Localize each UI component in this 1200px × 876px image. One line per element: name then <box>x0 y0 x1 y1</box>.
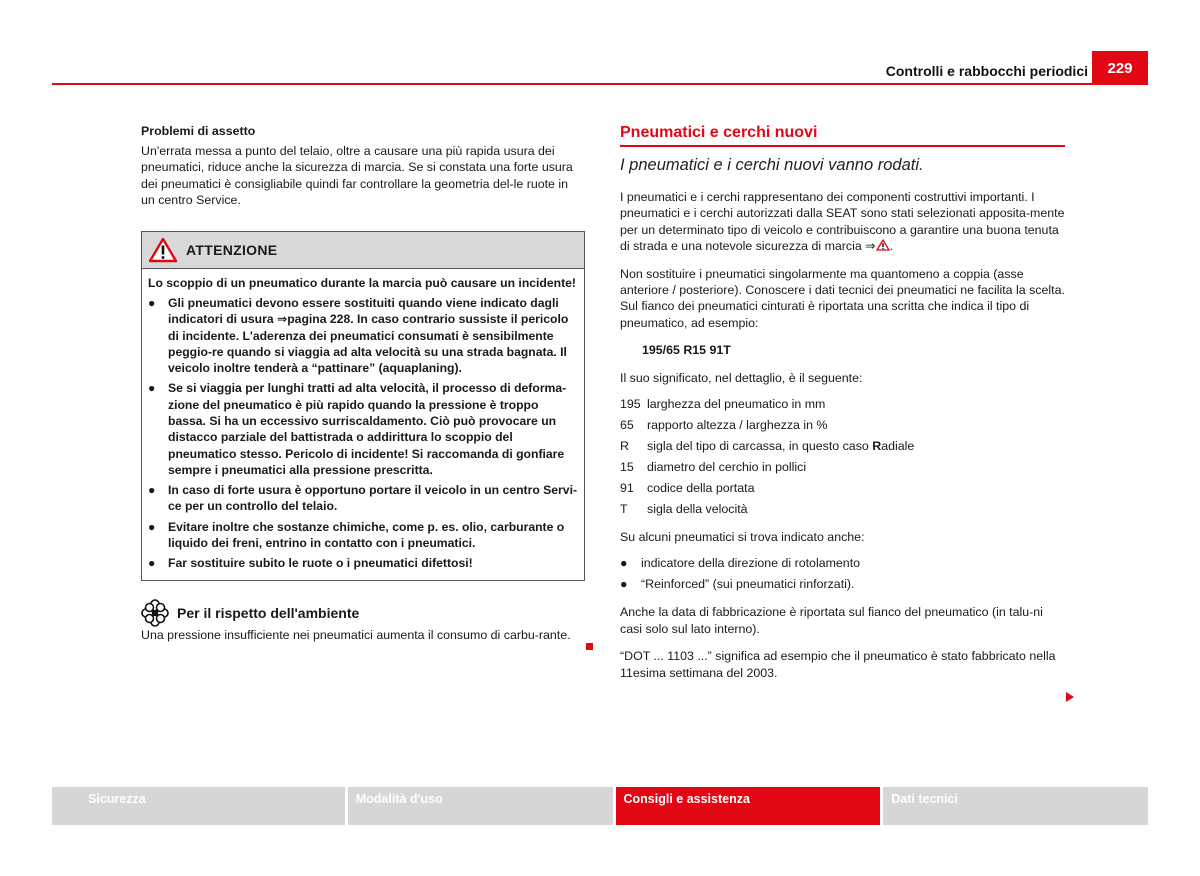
definition-row <box>620 394 1065 415</box>
warning-header <box>142 232 584 269</box>
warning-bullet-text: Gli pneumatici devono essere sostituiti quando viene indicato dagli indicatori di usura ⇒pagina 228. In caso contrario sussiste il pericolo di incidente. L'aderenza dei pneumatici consumati è sensibilmente peggio-re quando si viaggia ad alta velocità su una strada bagnata. Il veicolo inoltre tenderà a “pattinare” (aquaplaning). <box>168 295 569 376</box>
footer-tab-dati-tecnici[interactable]: Dati tecnici <box>883 787 1148 825</box>
footer-tab-consigli-e-assistenza[interactable]: Consigli e assistenza <box>616 787 881 825</box>
definition-value: sigla della velocità <box>647 502 748 517</box>
warning-box <box>141 231 585 581</box>
definition-value-bold: R <box>872 439 882 454</box>
paragraph-pairs: Non sostituire i pneumatici singolarmente ma quantomeno a coppia (asse anteriore / posteriore). Conoscere i dati tecnici dei pneumatici ne facilita la scelta. Sul fianco dei pneumatici cinturati è riportata una scritta che indica il tipo di pneumatico, ad esempio: <box>620 266 1065 330</box>
running-header: Controlli e rabbocchi periodici <box>885 63 1088 79</box>
warning-bullet-text: In caso di forte usura è opportuno portare il veicolo in un centro Servi-ce per un controllo del telaio. <box>168 483 578 514</box>
environment-header <box>141 599 585 627</box>
subheading-alignment: Problemi di assetto <box>141 124 256 138</box>
warning-bullet: ● Far sostituire subito le ruote o i pneumatici difettosi! <box>148 556 473 571</box>
intro-paragraph: Un'errata messa a punto del telaio, oltre a causare una più rapida usura dei pneumatici, riduce anche la sicurezza di marcia. Se si constata una forte usura dei pneumatici è consigliabile quindi far controllare la geometria del-le ruote in un centro Service. <box>141 144 573 208</box>
section-subtitle: I pneumatici e i cerchi nuovi vanno rodati. <box>620 156 924 174</box>
definition-value-post: adiale <box>881 439 915 454</box>
definition-key: 91 <box>620 481 634 496</box>
warning-triangle-icon <box>876 239 890 251</box>
section-end-marker <box>586 643 593 650</box>
continue-arrow-icon <box>1066 692 1074 702</box>
paragraph-components-text: I pneumatici e i cerchi rappresentano dei componenti costruttivi importanti. I pneumatici e i cerchi autorizzati dalla SEAT sono stati selezionati apposita-mente per un determinato tipo di veicolo e contribuiscono a garantire una buona tenuta di strada e una notevole sicurezza di marcia ⇒ <box>620 190 1065 254</box>
footer-nav <box>52 787 1148 825</box>
paragraph-manufacture-date: Anche la data di fabbricazione è riportata sul fianco del pneumatico (in talu-ni casi solo sul lato interno). <box>620 605 1043 636</box>
definition-key: R <box>620 439 629 454</box>
footer-tab-sicurezza[interactable]: Sicurezza <box>52 787 345 825</box>
definition-row <box>620 457 1065 478</box>
definition-value: larghezza del pneumatico in mm <box>647 397 826 412</box>
warning-title: ATTENZIONE <box>186 241 278 258</box>
header-rule <box>52 83 1148 85</box>
warning-bullet-text: Far sostituire subito le ruote o i pneumatici difettosi! <box>168 556 473 571</box>
section-title: Pneumatici e cerchi nuovi <box>620 124 1065 147</box>
footer-tab-modalita-duso[interactable]: Modalità d'uso <box>348 787 613 825</box>
definition-key: T <box>620 502 628 517</box>
definition-key: 15 <box>620 460 634 475</box>
definition-row <box>620 499 1065 520</box>
warning-bullet-text: Se si viaggia per lunghi tratti ad alta velocità, il processo di deforma-zione del pneumatico è più rapido quando la pressione è troppo bassa. Si ha un eccessivo surriscaldamento. Ciò può provocare un distacco parziale del battistrada o addirittura lo scoppio del pneumatico stesso. Pericolo di incidente! Si raccomanda di gonfiare sempre i pneumatici alla pressione prescritta. <box>168 381 567 477</box>
definition-key: 65 <box>620 418 634 433</box>
definition-row <box>620 436 1065 457</box>
list-item: ● indicatore della direzione di rotolamento <box>620 553 1065 574</box>
warning-triangle-icon <box>148 237 178 263</box>
paragraph-dot: “DOT ... 1103 ...” significa ad esempio che il pneumatico è stato fabbricato nella 11esima settimana del 2003. <box>620 649 1056 680</box>
also-intro: Su alcuni pneumatici si trova indicato anche: <box>620 530 865 545</box>
page-number: 229 <box>1092 51 1148 85</box>
definition-list <box>620 394 1065 520</box>
definition-row <box>620 415 1065 436</box>
environment-text: Una pressione insufficiente nei pneumatici aumenta il consumo di carbu-rante. <box>141 627 571 642</box>
list-item-text: “Reinforced” (sui pneumatici rinforzati). <box>641 577 855 592</box>
warning-bullet-text: Evitare inoltre che sostanze chimiche, come p. es. olio, carburante o liquido dei freni, entrino in contatto con i pneumatici. <box>168 519 565 551</box>
environment-title: Per il rispetto dell'ambiente <box>177 604 360 621</box>
warning-bullet: ● Se si viaggia per lunghi tratti ad alta velocità, il processo di deforma-zione del pneumatico è più rapido quando la pressione è troppo bassa. Si ha un eccessivo surriscaldamento. Ciò può provocare un distacco parziale del battistrada o addirittura lo scoppio del pneumatico stesso. Pericolo di incidente! Si raccomanda di gonfiare sempre i pneumatici alla pressione prescritta. <box>148 380 578 478</box>
definition-value <box>647 436 914 457</box>
warning-bullet: ● In caso di forte usura è opportuno portare il veicolo in un centro Servi-ce per un controllo del telaio. <box>148 483 578 514</box>
right-column <box>620 124 1065 681</box>
tire-code: 195/65 R15 91T <box>642 343 731 358</box>
definition-value: rapporto altezza / larghezza in % <box>647 418 828 433</box>
list-item: ● “Reinforced” (sui pneumatici rinforzati). <box>620 574 1065 595</box>
list-item-text: indicatore della direzione di rotolamento <box>641 556 861 571</box>
left-column <box>141 124 585 643</box>
definition-key: 195 <box>620 397 641 412</box>
meaning-intro: Il suo significato, nel dettaglio, è il seguente: <box>620 370 863 385</box>
flower-icon <box>141 599 169 627</box>
warning-body <box>142 269 584 580</box>
definition-value: diametro del cerchio in pollici <box>647 460 807 475</box>
paragraph-components: I pneumatici e i cerchi rappresentano dei componenti costruttivi importanti. I pneumatici e i cerchi autorizzati dalla SEAT sono stati selezionati apposita-mente per un determinato tipo di veicolo e contribuiscono a garantire una buona tenuta di strada e una notevole sicurezza di marcia ⇒ . <box>620 190 1065 254</box>
definition-value: codice della portata <box>647 481 755 496</box>
warning-bullet: ● Gli pneumatici devono essere sostituiti quando viene indicato dagli indicatori di usura ⇒pagina 228. In caso contrario sussiste il pericolo di incidente. L'aderenza dei pneumatici consumati è sensibilmente peggio-re quando si viaggia ad alta velocità su una strada bagnata. Il veicolo inoltre tenderà a “pattinare” (aquaplaning). <box>148 295 578 376</box>
definition-value-pre: sigla del tipo di carcassa, in questo caso <box>647 439 873 454</box>
warning-bullet: ● Evitare inoltre che sostanze chimiche, come p. es. olio, carburante o liquido dei freni, entrino in contatto con i pneumatici. <box>148 519 578 552</box>
definition-row <box>620 478 1065 499</box>
warning-lead: Lo scoppio di un pneumatico durante la marcia può causare un incidente! <box>148 275 576 290</box>
